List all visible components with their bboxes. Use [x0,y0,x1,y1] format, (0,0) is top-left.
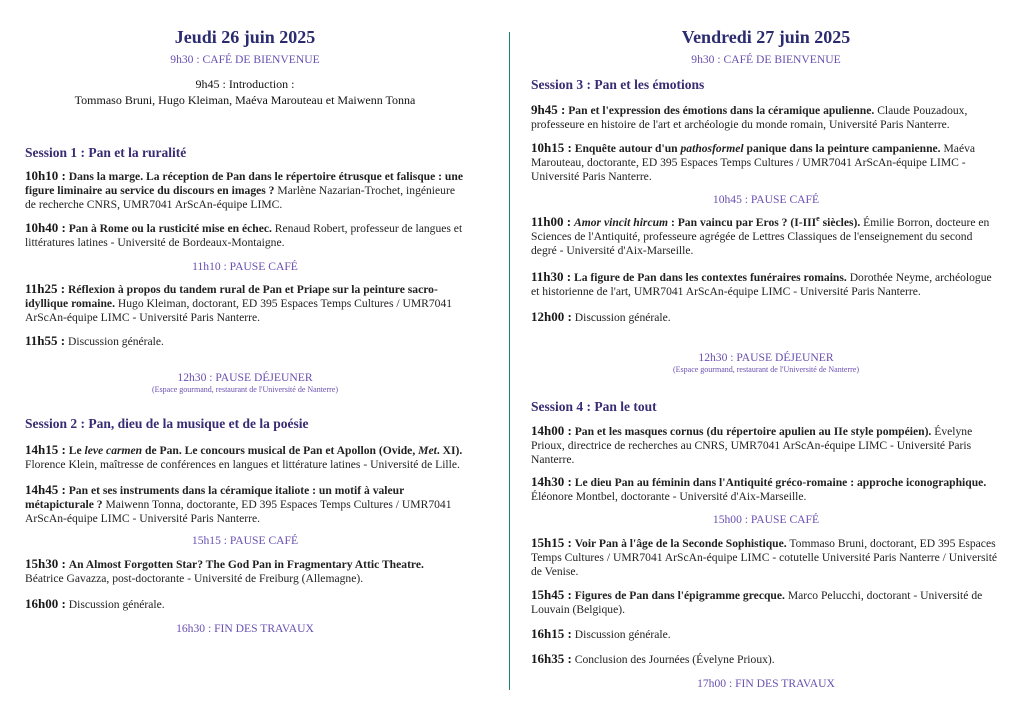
item-speaker: Marco Pelucchi, doctorant - Université de Louvain (Belgique). [531,589,983,617]
item-speaker: Évelyne Prioux, directrice de recherches au CNRS, UMR7041 ArScAn-équipe LIMC - Université Paris Nanterre. [531,425,973,467]
program-item [531,588,1001,617]
program-item [25,597,465,612]
item-title-part: Le [68,444,85,457]
program-item [531,215,1001,259]
welcome-coffee: 9h30 : CAFÉ DE BIENVENUE [691,53,841,66]
item-speaker: Discussion générale. [68,598,165,611]
item-time: 14h00 : [531,423,572,438]
item-speaker: Florence Klein, maîtresse de conférences en langues et littérature latines - Université de Lille. [25,458,460,472]
item-title-italic: leve carmen [84,444,143,457]
item-time: 11h30 : [531,269,572,284]
item-speaker: Béatrice Gavazza, post-doctorante - Université de Freiburg (Allemagne). [25,572,364,586]
item-time: 14h45 : [25,482,66,497]
item-time: 15h15 : [531,535,572,550]
coffee-break: 11h10 : PAUSE CAFÉ [192,260,298,273]
end-of-day: 16h30 : FIN DES TRAVAUX [176,622,314,635]
item-time: 11h55 : [25,333,66,348]
item-title-part: Enquête autour d'un [574,142,681,155]
item-time: 16h15 : [531,626,572,641]
program-item [25,169,465,213]
item-speaker: Émilie Borron, docteure en Sciences de l'Antiquité, professeure agrégée de Lettres Classiques de l'enseignement du second degré - Université d'Aix-Marseille. [531,216,990,258]
day-1-title: Jeudi 26 juin 2025 [174,27,316,47]
program-item [531,103,1001,132]
lunch-note: (Espace gourmand, restaurant de l'Université de Nanterre) [672,365,860,374]
item-time: 14h30 : [531,474,572,489]
item-speaker: Éléonore Montbel, doctorante - Université d'Aix-Marseille. [531,490,807,504]
item-speaker: Discussion générale. [574,311,671,324]
program-item [25,557,465,586]
program-item [531,475,1001,504]
item-title-italic: Met [418,444,437,457]
coffee-break: 10h45 : PAUSE CAFÉ [712,193,820,206]
item-speaker: Maéva Marouteau, doctorante, ED 395 Espaces Temps Cultures / UMR7041 ArScAn-équipe LIMC - Université Paris Nanterre. [531,142,976,184]
item-title: Dans la marge. La réception de Pan dans le répertoire étrusque et falisque : une figure liminaire au service du discours en images ? [25,170,463,198]
item-time: 15h45 : [531,587,572,602]
item-title: Pan et ses instruments dans la céramique italiote : un motif à valeur métapicturale ? [25,484,405,512]
session-3-title: Session 3 : Pan et les émotions [531,77,705,92]
item-time: 16h35 : [531,651,572,666]
item-time: 11h00 : [531,214,572,229]
welcome-coffee: 9h30 : CAFÉ DE BIENVENUE [170,53,320,66]
session-2-title: Session 2 : Pan, dieu de la musique et de la poésie [25,416,309,431]
item-speaker: Tommaso Bruni, doctorant, ED 395 Espaces Temps Cultures / UMR7041 ArScAn-équipe LIMC - cotutelle Université Paris Nanterre / Université de Venise. [531,537,998,579]
item-time: 16h00 : [25,596,66,611]
item-speaker: Hugo Kleiman, doctorant, ED 395 Espaces Temps Cultures / UMR7041 ArScAn-équipe LIMC - Université Paris Nanterre. [25,297,453,325]
item-title: La figure de Pan dans les contextes funéraires romains. [574,271,847,284]
program-item [25,334,465,349]
program-item [531,310,1001,325]
item-speaker: Dorothée Neyme, archéologue et historienne de l'art, UMR7041 ArScAn-équipe LIMC - Université Paris Nanterre. [531,271,992,299]
program-item [25,443,465,472]
lunch-note: (Espace gourmand, restaurant de l'Université de Nanterre) [151,385,339,394]
day-2-title: Vendredi 27 juin 2025 [681,27,851,47]
item-title: An Almost Forgotten Star? The God Pan in Fragmentary Attic Theatre. [68,558,424,571]
program-item [25,221,465,250]
lunch-break: 12h30 : PAUSE DÉJEUNER [698,351,834,364]
item-time: 9h45 : [531,102,566,117]
item-time: 15h30 : [25,556,66,571]
item-time: 12h00 : [531,309,572,324]
item-title: Réflexion à propos du tandem rural de Pan et Priape sur la peinture sacro-idyllique romaine. [25,283,438,311]
item-speaker: Discussion générale. [574,628,671,641]
lunch-break: 12h30 : PAUSE DÉJEUNER [177,371,313,384]
item-speaker: Discussion générale. [68,335,164,348]
session-1-title: Session 1 : Pan et la ruralité [25,145,187,160]
program-item [531,652,1001,667]
column-divider [509,32,510,690]
item-title: Figures de Pan dans l'épigramme grecque. [574,589,785,602]
item-title [574,216,860,229]
program-item [531,424,1001,468]
program-item [531,141,1001,185]
superscript: e [816,214,820,224]
item-time: 10h10 : [25,168,66,183]
item-title: Pan et l'expression des émotions dans la céramique apulienne. [568,104,875,117]
program-item [531,536,1001,580]
program-item [25,483,465,527]
item-title [69,444,463,457]
item-title: Pan et les masques cornus (du répertoire apulien au IIe style pompéien). [574,425,932,438]
item-title: Le dieu Pan au féminin dans l'Antiquité gréco-romaine : approche iconographique. [574,476,987,489]
item-title: Pan à Rome ou la rusticité mise en échec. [68,222,272,235]
item-speaker: Maiwenn Tonna, doctorante, ED 395 Espaces Temps Cultures / UMR7041 ArScAn-équipe LIMC - Université Paris Nanterre. [25,498,452,526]
coffee-break: 15h15 : PAUSE CAFÉ [191,534,299,547]
item-title-part: . XI). [436,444,463,457]
item-title-italic: Amor vincit hircum [574,216,669,229]
item-title: Voir Pan à l'âge de la Seconde Sophistique. [574,537,787,550]
item-speaker: Claude Pouzadoux, professeure en histoire de l'art et archéologie du monde romain, Université Paris Nanterre. [531,104,968,132]
introduction-label: 9h45 : Introduction : [195,77,295,91]
item-title-part: de Pan. Le concours musical de Pan et Apollon (Ovide, [142,444,419,457]
item-time: 10h40 : [25,220,66,235]
item-title [575,142,941,155]
session-4-title: Session 4 : Pan le tout [531,399,657,414]
item-title-part: siècles). [819,216,861,229]
item-speaker: Conclusion des Journées (Évelyne Prioux). [574,653,775,666]
item-speaker: Renaud Robert, professeur de langues et littératures latines - Université de Bordeaux-Montaigne. [25,222,463,250]
program-item [531,270,1001,299]
item-time: 14h15 : [25,442,66,457]
item-time: 10h15 : [531,140,572,155]
item-title-part: panique dans la peinture campanienne. [743,142,941,155]
item-speaker: Marlène Nazarian-Trochet, ingénieure de recherche CNRS, UMR7041 ArScAn-équipe LIMC. [25,184,455,212]
coffee-break: 15h00 : PAUSE CAFÉ [712,513,820,526]
program-item [25,282,465,326]
program-item [531,627,1001,642]
item-time: 11h25 : [25,281,66,296]
item-title-part: : Pan vaincu par Eros ? (I-III [668,216,817,229]
introduction-speakers: Tommaso Bruni, Hugo Kleiman, Maéva Marouteau et Maiwenn Tonna [74,93,416,107]
end-of-day: 17h00 : FIN DES TRAVAUX [697,677,835,690]
item-title-italic: pathosformel [680,142,744,155]
